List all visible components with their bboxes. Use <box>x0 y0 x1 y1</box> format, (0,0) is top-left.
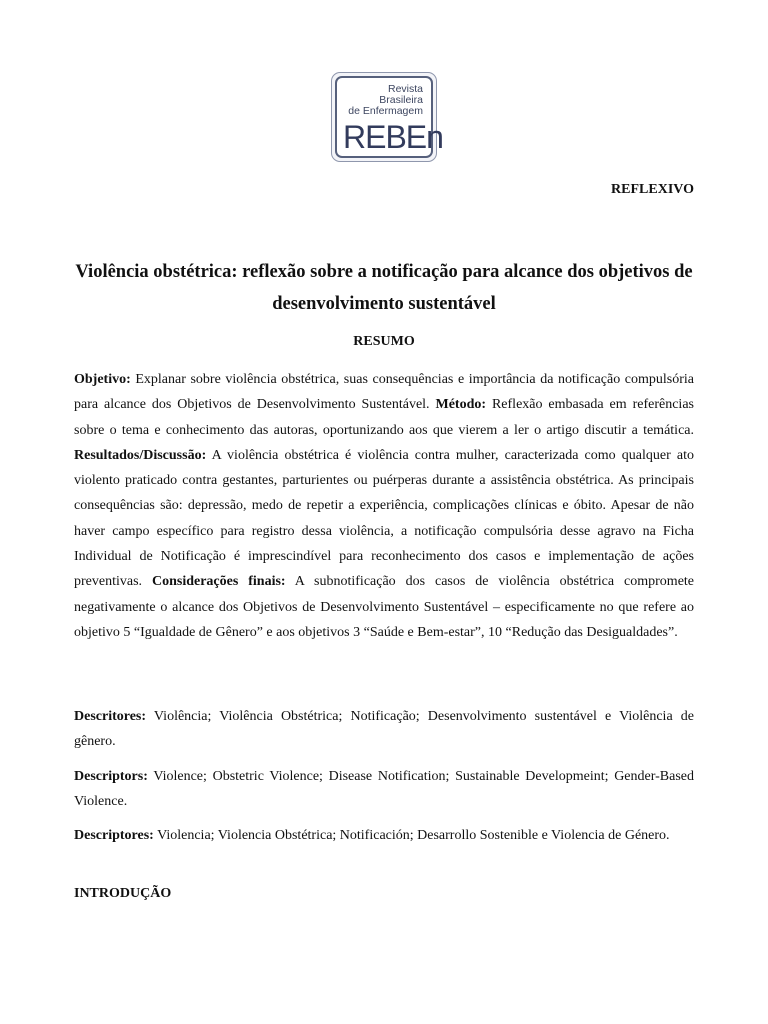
article-section-type: REFLEXIVO <box>611 182 694 197</box>
descriptors-text: Violence; Obstetric Violence; Disease Notification; Sustainable Developmeint; Gender-Based Violence. <box>74 769 694 810</box>
descriptores-paragraph <box>74 823 694 848</box>
descritores-paragraph <box>74 704 694 755</box>
descriptores-label: Descriptores: <box>74 828 154 843</box>
journal-logo-frame <box>335 76 443 158</box>
logo-line-brasileira: Brasileira <box>379 94 423 106</box>
resultados-text: A violência obstétrica é violência contra mulher, caracterizada como qualquer ato violento praticado contra gestantes, parturientes ou puérperas durante a assistência obstétrica. As principais consequências são: depressão, medo de repetir a experiência, complicações clínicas e óbito. Apesar de não haver campo específico para registro dessa violência, a notificação compulsória desse agravo na Ficha Individual de Notificação é imprescindível para reconhecimento dos casos e implementação de ações preventivas. <box>74 447 694 590</box>
logo-line-revista: Revista <box>387 83 423 95</box>
consideracoes-text: A subnotificação dos casos de violência obstétrica compromete negativamente o alcance dos Objetivos de Desenvolvimento Sustentável – especificamente no que refere ao objetivo 5 “Igualdade de Gênero” e aos objetivos 3 “Saúde e Bem-estar”, 10 “Redução das Desigualdades”. <box>74 574 695 640</box>
logo-line-enfermagem: de Enfermagem <box>348 105 423 117</box>
consideracoes-label: Considerações finais: <box>151 574 286 590</box>
journal-logo <box>331 72 443 162</box>
introduction-heading: INTRODUÇÃO <box>74 886 172 901</box>
descriptors-label: Descriptors: <box>74 769 148 784</box>
metodo-label: Método: <box>435 397 487 413</box>
logo-wordmark: REBEn <box>343 119 443 155</box>
metodo-text: Reflexão embasada em referências sobre o tema e conhecimento das autoras, oportunizando aos que vierem a ler o artigo discutir a temática. <box>74 397 694 438</box>
resultados-label: Resultados/Discussão: <box>74 447 207 463</box>
descriptors-paragraph <box>74 764 694 815</box>
objetivo-label: Objetivo: <box>74 372 131 387</box>
objetivo-text: Explanar sobre violência obstétrica, suas consequências e importância da notificação compulsória para alcance dos Objetivos de Desenvolvimento Sustentável. <box>74 372 694 413</box>
descritores-text: Violência; Violência Obstétrica; Notificação; Desenvolvimento sustentável e Violência de gênero. <box>74 709 694 750</box>
abstract-heading: RESUMO <box>353 334 415 349</box>
abstract-paragraph <box>74 367 694 645</box>
descritores-label: Descritores: <box>74 709 147 724</box>
descriptores-text: Violencia; Violencia Obstétrica; Notificación; Desarrollo Sostenible e Violencia de Género. <box>153 828 670 843</box>
article-title: Violência obstétrica: reflexão sobre a notificação para alcance dos objetivos de desenvolvimento sustentável <box>75 262 693 314</box>
